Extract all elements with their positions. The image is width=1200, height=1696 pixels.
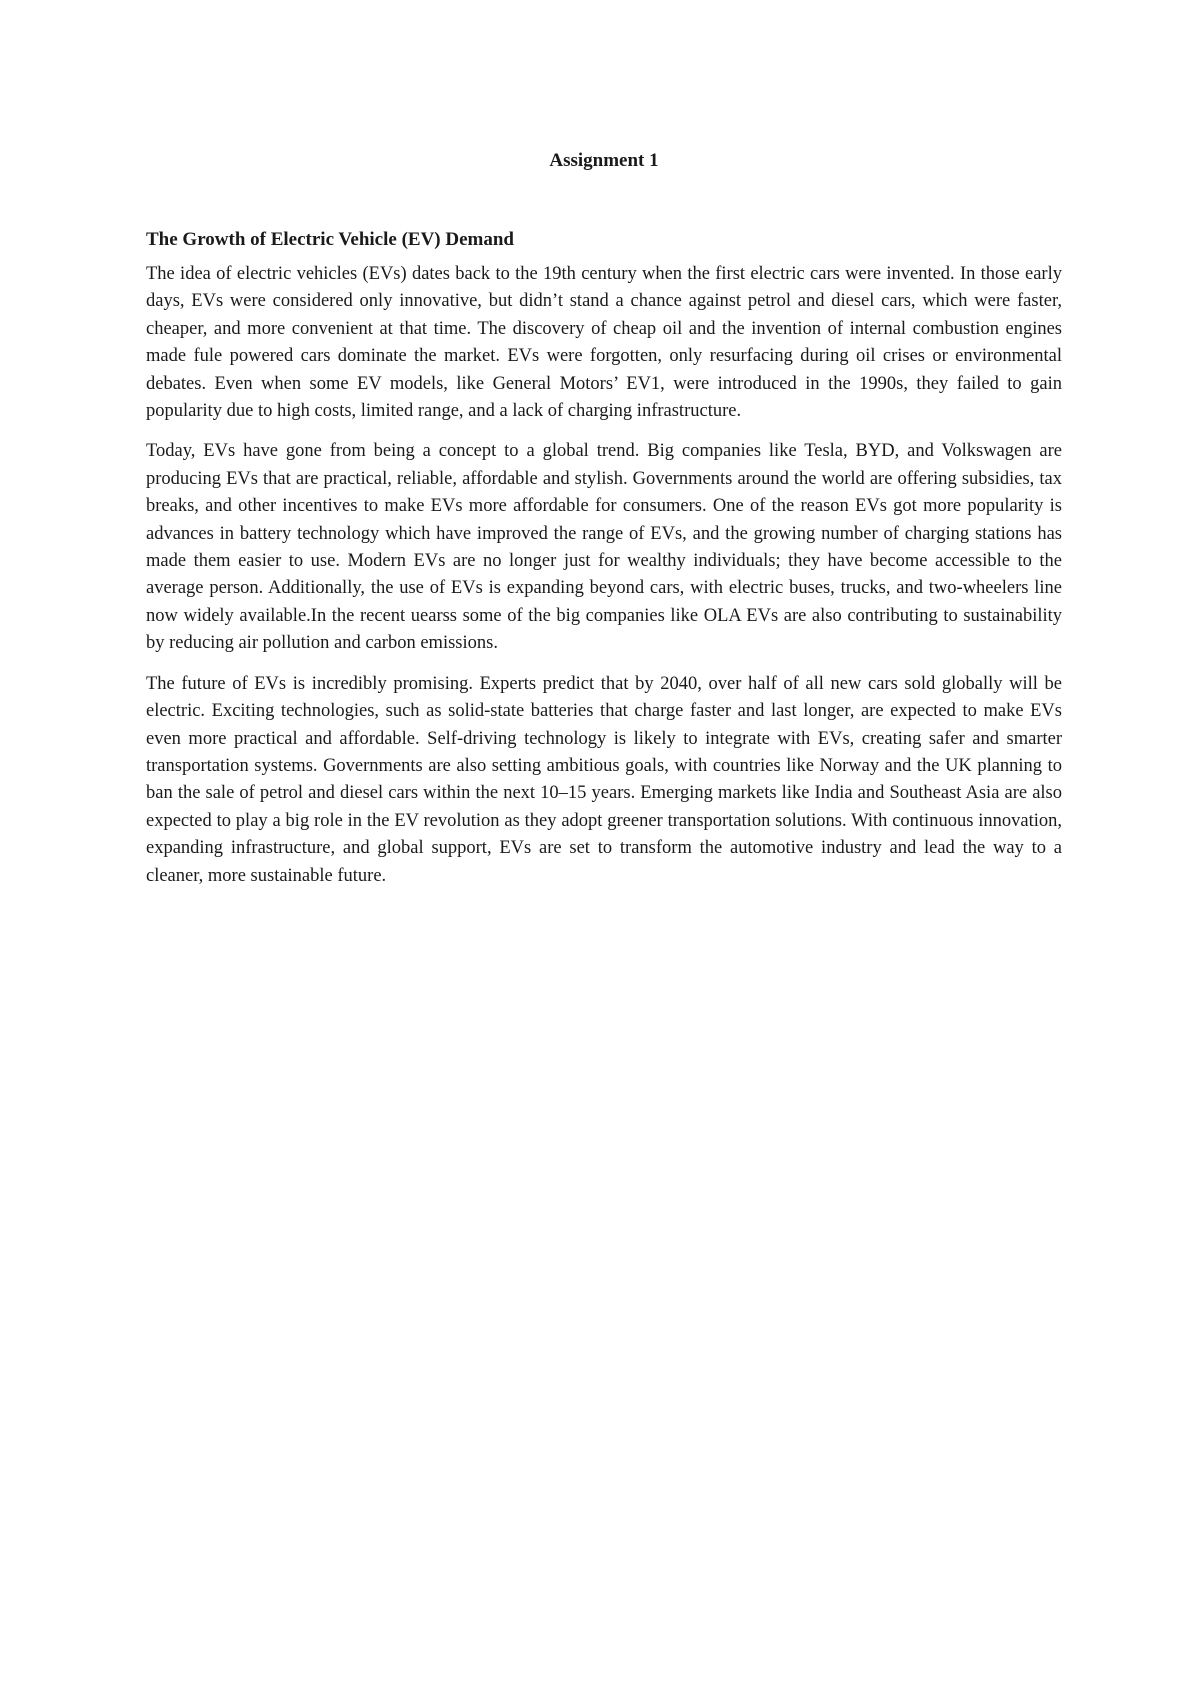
section-heading: The Growth of Electric Vehicle (EV) Demand — [146, 229, 514, 250]
paragraph-history: The idea of electric vehicles (EVs) dates back to the 19th century when the first electric cars were invented. In those early days, EVs were considered only innovative, but didn’t stand a chance against petrol and diesel cars, which were faster, cheaper, and more convenient at that time. The discovery of cheap oil and the invention of internal combustion engines made fule powered cars dominate the market. EVs were forgotten, only resurfacing during oil crises or environmental debates. Even when some EV models, like General Motors’ EV1, were introduced in the 1990s, they failed to gain popularity due to high costs, limited range, and a lack of charging infrastructure. — [146, 264, 1062, 422]
paragraph-future: The future of EVs is incredibly promising. Experts predict that by 2040, over half of all new cars sold globally will be electric. Exciting technologies, such as solid-state batteries that charge faster and last longer, are expected to make EVs even more practical and affordable. Self-driving technology is likely to integrate with EVs, creating safer and smarter transportation systems. Governments are also setting ambitious goals, with countries like Norway and the UK planning to ban the sale of petrol and diesel cars within the next 10–15 years. Emerging markets like India and Southeast Asia are also expected to play a big role in the EV revolution as they adopt greener transportation solutions. With continuous innovation, expanding infrastructure, and global support, EVs are set to transform the automotive industry and lead the way to a cleaner, more sustainable future. — [146, 673, 1062, 886]
paragraph-today: Today, EVs have gone from being a concept to a global trend. Big companies like Tesla, BYD, and Volkswagen are producing EVs that are practical, reliable, affordable and stylish. Governments around the world are offering subsidies, tax breaks, and other incentives to make EVs more affordable for consumers. One of the reason EVs got more popularity is advances in battery technology which have improved the range of EVs, and the growing number of charging stations has made them easier to use. Modern EVs are no longer just for wealthy individuals; they have become accessible to the average person. Additionally, the use of EVs is expanding beyond cars, with electric buses, trucks, and two-wheelers line now widely available.In the recent uearss some of the big companies like OLA EVs are also contributing to sustainability by reducing air pollution and carbon emissions. — [146, 441, 1062, 654]
document-title: Assignment 1 — [549, 150, 659, 171]
